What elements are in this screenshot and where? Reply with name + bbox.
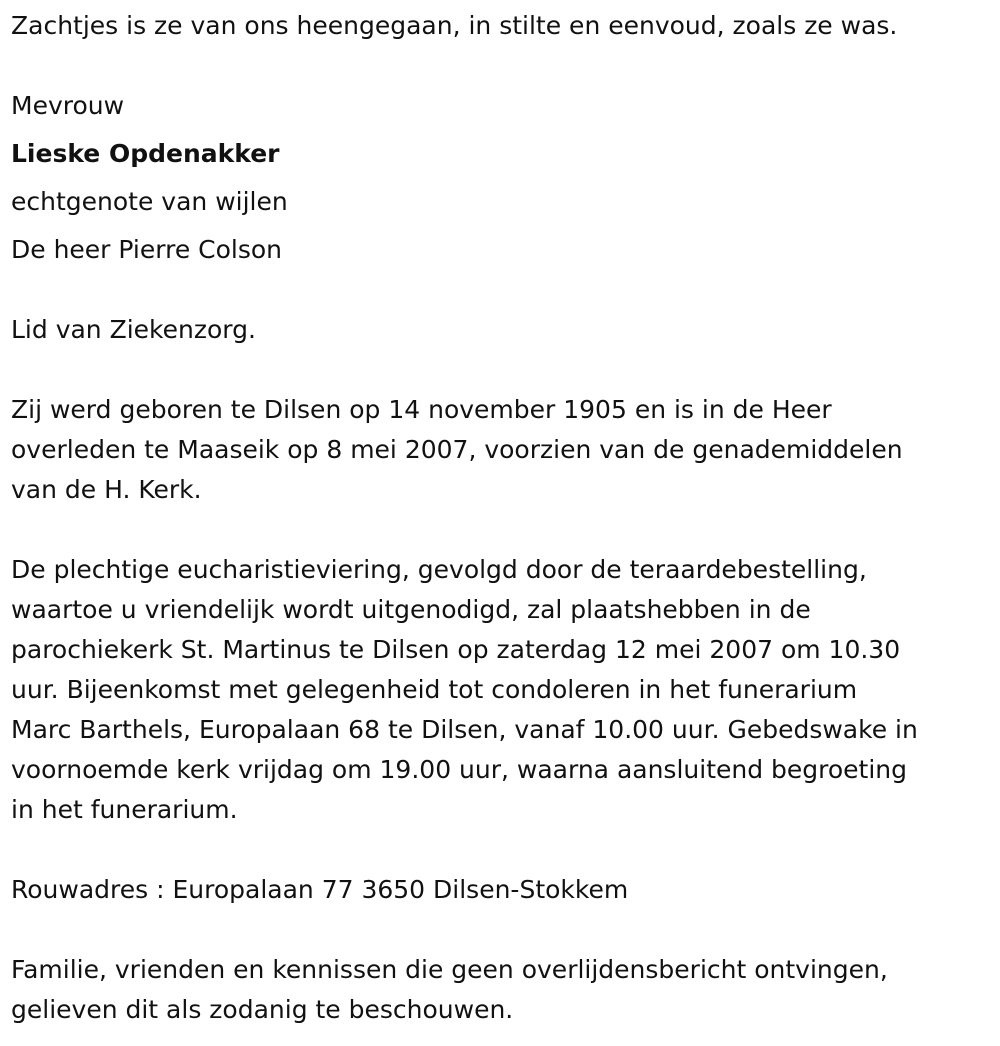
ceremony-line: parochiekerk St. Martinus te Dilsen op zaterdag 12 mei 2007 om 10.30: [11, 635, 901, 664]
ceremony-line: voornoemde kerk vrijdag om 19.00 uur, waarna aansluitend begroeting: [11, 755, 908, 784]
ceremony-line: waartoe u vriendelijk wordt uitgenodigd, zal plaatshebben in de: [11, 595, 811, 624]
address-line: Rouwadres : Europalaan 77 3650 Dilsen-Stokkem: [11, 875, 629, 904]
closing-line: Familie, vrienden en kennissen die geen overlijdensbericht ontvingen,: [11, 955, 888, 984]
ceremony-line: in het funerarium.: [11, 795, 238, 824]
ceremony-line: uur. Bijeenkomst met gelegenheid tot condoleren in het funerarium: [11, 675, 858, 704]
opening-line: Zachtjes is ze van ons heengegaan, in stilte en eenvoud, zoals ze was.: [11, 11, 898, 40]
closing-line: gelieven dit als zodanig te beschouwen.: [11, 995, 514, 1024]
ceremony-line: De plechtige eucharistieviering, gevolgd door de teraardebestelling,: [11, 555, 867, 584]
membership-line: Lid van Ziekenzorg.: [11, 315, 256, 344]
birth-death-line: van de H. Kerk.: [11, 475, 202, 504]
relation-line: echtgenote van wijlen: [11, 187, 288, 216]
deceased-name: Lieske Opdenakker: [11, 139, 280, 168]
birth-death-line: overleden te Maaseik op 8 mei 2007, voorzien van de genademiddelen: [11, 435, 903, 464]
birth-death-line: Zij werd geboren te Dilsen op 14 november 1905 en is in de Heer: [11, 395, 832, 424]
spouse-line: De heer Pierre Colson: [11, 235, 283, 264]
ceremony-line: Marc Barthels, Europalaan 68 te Dilsen, vanaf 10.00 uur. Gebedswake in: [11, 715, 918, 744]
title-line: Mevrouw: [11, 91, 125, 120]
